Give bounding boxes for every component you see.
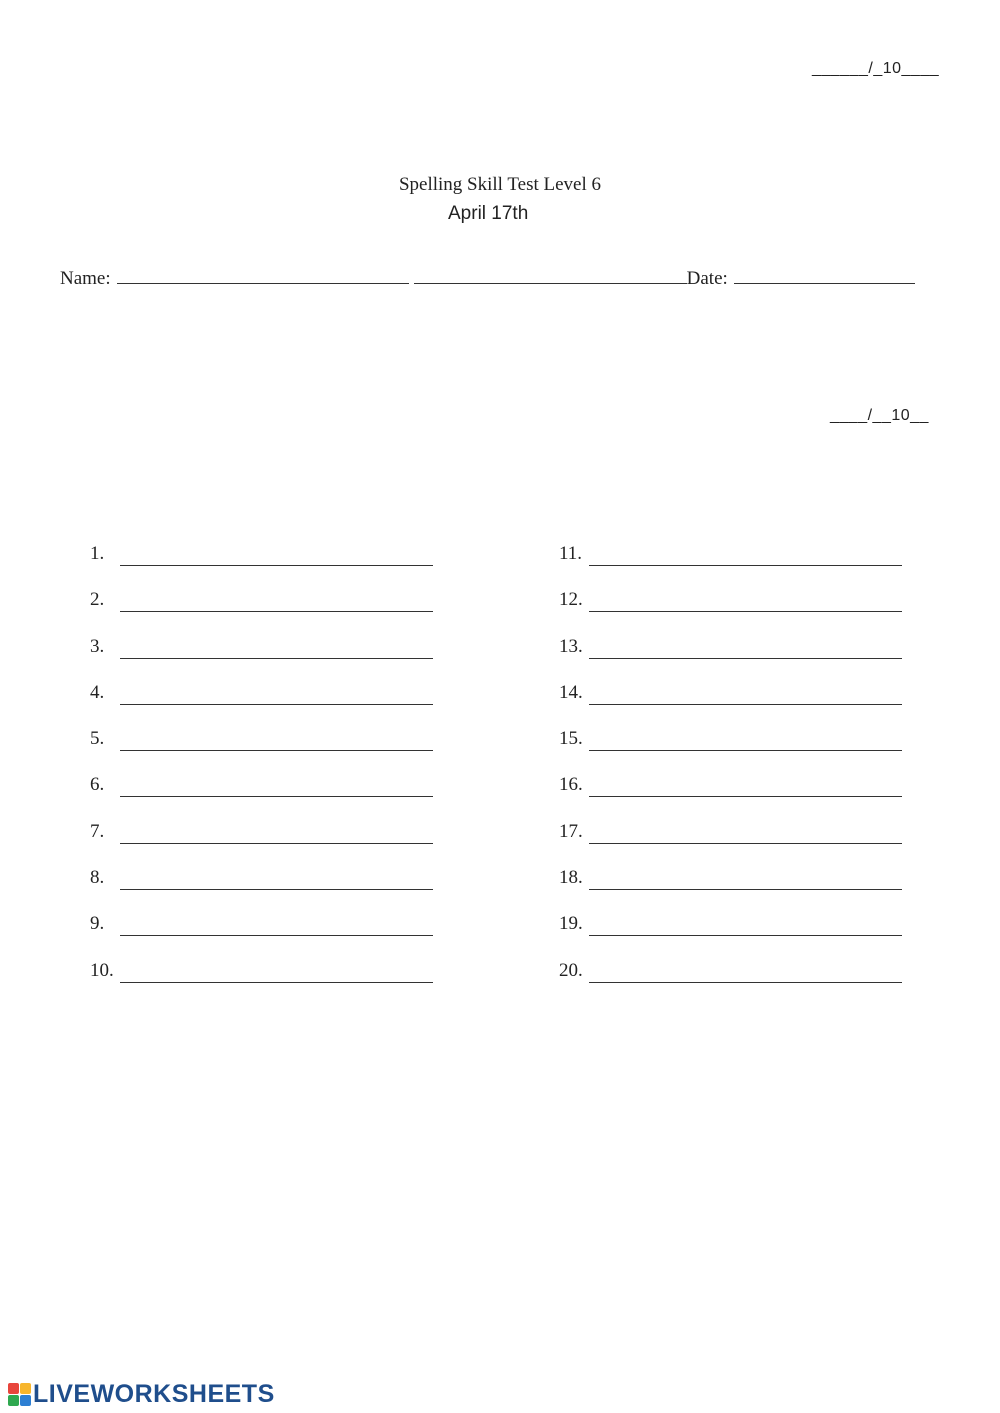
answer-column-right bbox=[559, 543, 902, 1006]
answer-line[interactable] bbox=[120, 774, 433, 797]
answer-line[interactable] bbox=[589, 682, 902, 705]
answer-item bbox=[559, 589, 902, 635]
name-label: Name: bbox=[60, 268, 111, 289]
answer-item bbox=[90, 913, 433, 959]
answer-line[interactable] bbox=[120, 913, 433, 936]
answer-number: 6. bbox=[90, 774, 105, 796]
answer-item bbox=[559, 867, 902, 913]
liveworksheets-mark-icon bbox=[8, 1383, 31, 1406]
answer-item bbox=[559, 913, 902, 959]
name-date-row bbox=[60, 265, 915, 290]
name-field-line-2[interactable] bbox=[414, 265, 687, 284]
answer-number: 9. bbox=[90, 913, 105, 935]
page-title: Spelling Skill Test Level 6 bbox=[398, 174, 602, 195]
score-box-mid: ____/__10__ bbox=[830, 407, 929, 424]
answer-line[interactable] bbox=[589, 774, 902, 797]
answer-number: 15. bbox=[559, 728, 583, 750]
answer-line[interactable] bbox=[589, 589, 902, 612]
answer-number: 2. bbox=[90, 589, 105, 611]
answer-line[interactable] bbox=[120, 682, 433, 705]
page-subtitle-date: April 17th bbox=[448, 203, 529, 224]
answer-line[interactable] bbox=[120, 589, 433, 612]
name-field-line-1[interactable] bbox=[117, 265, 409, 284]
answer-item bbox=[90, 867, 433, 913]
answer-item bbox=[90, 821, 433, 867]
answer-number: 14. bbox=[559, 681, 583, 703]
answer-number: 16. bbox=[559, 774, 583, 796]
answer-item bbox=[559, 774, 902, 820]
answer-item bbox=[559, 682, 902, 728]
answer-number: 18. bbox=[559, 867, 583, 889]
answer-number: 3. bbox=[90, 635, 105, 657]
answer-line[interactable] bbox=[120, 728, 433, 751]
answer-line[interactable] bbox=[120, 821, 433, 844]
answer-line[interactable] bbox=[589, 913, 902, 936]
answer-line[interactable] bbox=[589, 821, 902, 844]
mark-square bbox=[8, 1383, 19, 1394]
answer-line[interactable] bbox=[589, 636, 902, 659]
date-field-line[interactable] bbox=[734, 265, 915, 284]
answer-number: 4. bbox=[90, 681, 105, 703]
answer-item bbox=[559, 821, 902, 867]
answer-number: 10. bbox=[90, 959, 114, 981]
answer-item bbox=[90, 543, 433, 589]
mark-square bbox=[8, 1395, 19, 1406]
answer-number: 19. bbox=[559, 913, 583, 935]
answer-line[interactable] bbox=[120, 543, 433, 566]
mark-square bbox=[20, 1395, 31, 1406]
answer-line[interactable] bbox=[120, 867, 433, 890]
answer-number: 20. bbox=[559, 959, 583, 981]
answer-item bbox=[90, 960, 433, 1006]
answer-item bbox=[559, 960, 902, 1006]
answer-number: 7. bbox=[90, 820, 105, 842]
answer-line[interactable] bbox=[120, 636, 433, 659]
score-box-top: ______/_10____ bbox=[812, 60, 940, 77]
liveworksheets-logo bbox=[8, 1380, 275, 1409]
answer-item bbox=[90, 774, 433, 820]
answer-number: 8. bbox=[90, 867, 105, 889]
answer-line[interactable] bbox=[589, 867, 902, 890]
answer-number: 13. bbox=[559, 635, 583, 657]
answer-item bbox=[90, 728, 433, 774]
answer-item bbox=[90, 682, 433, 728]
mark-square bbox=[20, 1383, 31, 1394]
answer-line[interactable] bbox=[589, 960, 902, 983]
answer-line[interactable] bbox=[120, 960, 433, 983]
answer-number: 12. bbox=[559, 589, 583, 611]
answer-column-left bbox=[90, 543, 433, 1006]
answer-line[interactable] bbox=[589, 543, 902, 566]
answer-item bbox=[90, 636, 433, 682]
liveworksheets-wordmark: LIVEWORKSHEETS bbox=[33, 1380, 275, 1408]
answer-line[interactable] bbox=[589, 728, 902, 751]
answer-item bbox=[559, 728, 902, 774]
answer-item bbox=[90, 589, 433, 635]
answer-number: 11. bbox=[559, 543, 583, 564]
answer-number: 17. bbox=[559, 820, 583, 842]
answer-item bbox=[559, 543, 902, 589]
answer-number: 5. bbox=[90, 728, 105, 750]
date-label: Date: bbox=[686, 268, 728, 289]
answer-item bbox=[559, 636, 902, 682]
answer-number: 1. bbox=[90, 543, 105, 564]
